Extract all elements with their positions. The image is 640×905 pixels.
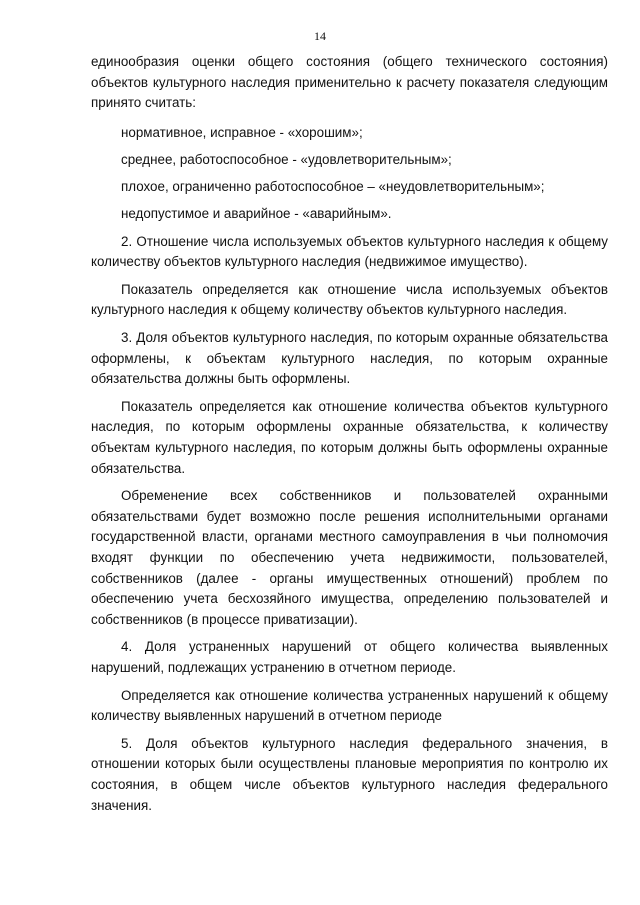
page-number: 14 [314, 29, 326, 43]
paragraph-item-4-definition: Определяется как отношение количества устраненных нарушений к общему количеству выявленных нарушений в отчетном периоде [91, 687, 608, 724]
list-item-emergency: недопустимое и аварийное - «аварийным». [121, 206, 392, 222]
document-body [91, 52, 608, 816]
list-item-unsatisfactory: плохое, ограниченно работоспособное – «неудовлетворительным»; [121, 178, 545, 194]
paragraph-item-3: 3. Доля объектов культурного наследия, по которым охранные обязательства оформлены, к объектам культурного наследия, по которым охранные обязательства должны быть оформлены. [91, 330, 608, 387]
paragraph-item-5: 5. Доля объектов культурного наследия федерального значения, в отношении которых были осуществлены плановые мероприятия по контролю их состояния, в общем числе объектов культурного наследия федерального значения. [91, 735, 608, 813]
paragraph-encumbrance: Обременение всех собственников и пользователей охранными обязательствами будет возможно после решения исполнительными органами государственной власти, органами местного самоуправления в чьи полномочия входят функции по обеспечению учета недвижимости, пользователей, собственников (далее - органы имущественных отношений) проблем по обеспечению учета бесхозяйного имущества, определению пользователей и собственников (в процессе приватизации). [91, 488, 608, 627]
paragraph-continuation: единообразия оценки общего состояния (общего технического состояния) объектов культурного наследия применительно к расчету показателя следующим принято считать: [91, 54, 608, 111]
paragraph-item-4: 4. Доля устраненных нарушений от общего количества выявленных нарушений, подлежащих устранению в отчетном периоде. [91, 639, 608, 675]
list-item-satisfactory: среднее, работоспособное - «удовлетворительным»; [121, 151, 452, 167]
paragraph-item-2-definition: Показатель определяется как отношение числа используемых объектов культурного наследия к общему количеству объектов культурного наследия. [91, 281, 608, 318]
list-item-good: нормативное, исправное - «хорошим»; [121, 124, 363, 140]
paragraph-item-2: 2. Отношение числа используемых объектов культурного наследия к общему количеству объектов культурного наследия (недвижимое имущество). [91, 233, 608, 270]
paragraph-item-3-definition: Показатель определяется как отношение количества объектов культурного наследия, по которым оформлены охранные обязательства, к количеству объектам культурного наследия, по которым должны быть оформлены охранные обязательства. [91, 398, 608, 476]
